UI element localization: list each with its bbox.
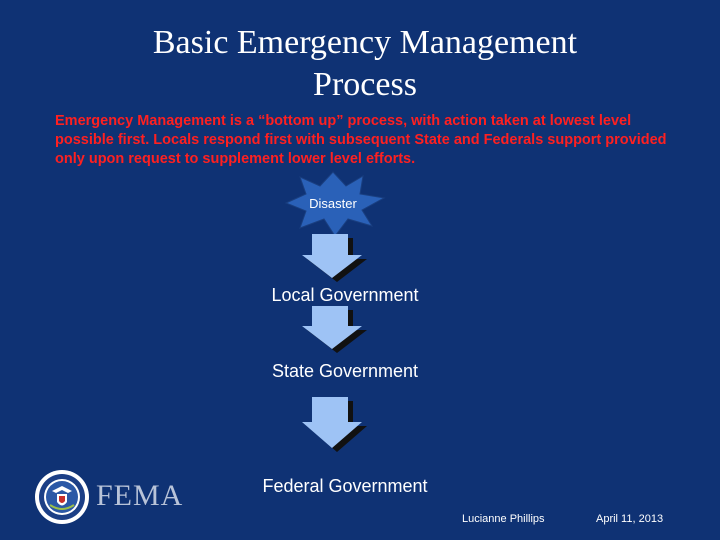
step-local-government: Local Government — [271, 285, 419, 305]
footer-author: Lucianne Phillips — [462, 513, 545, 525]
fema-logo-text: FEMA — [96, 479, 184, 512]
footer-date: April 11, 2013 — [596, 513, 664, 525]
slide-title: Basic Emergency Management Process — [152, 24, 578, 103]
disaster-label: Disaster — [309, 196, 357, 211]
flow-arrow-down-2 — [302, 306, 367, 353]
flow-arrow-down-1 — [302, 234, 367, 282]
intro-text: Emergency Management is a “bottom up” process, with action taken at lowest level possible first. Locals respond first with subsequent State and Federals support provided only upon request to supplement lower level efforts. — [55, 113, 667, 167]
step-state-government: State Government — [271, 361, 419, 381]
step-federal-government: Federal Government — [262, 476, 428, 496]
dhs-seal-icon — [34, 469, 90, 525]
flow-arrow-down-3 — [302, 397, 367, 452]
